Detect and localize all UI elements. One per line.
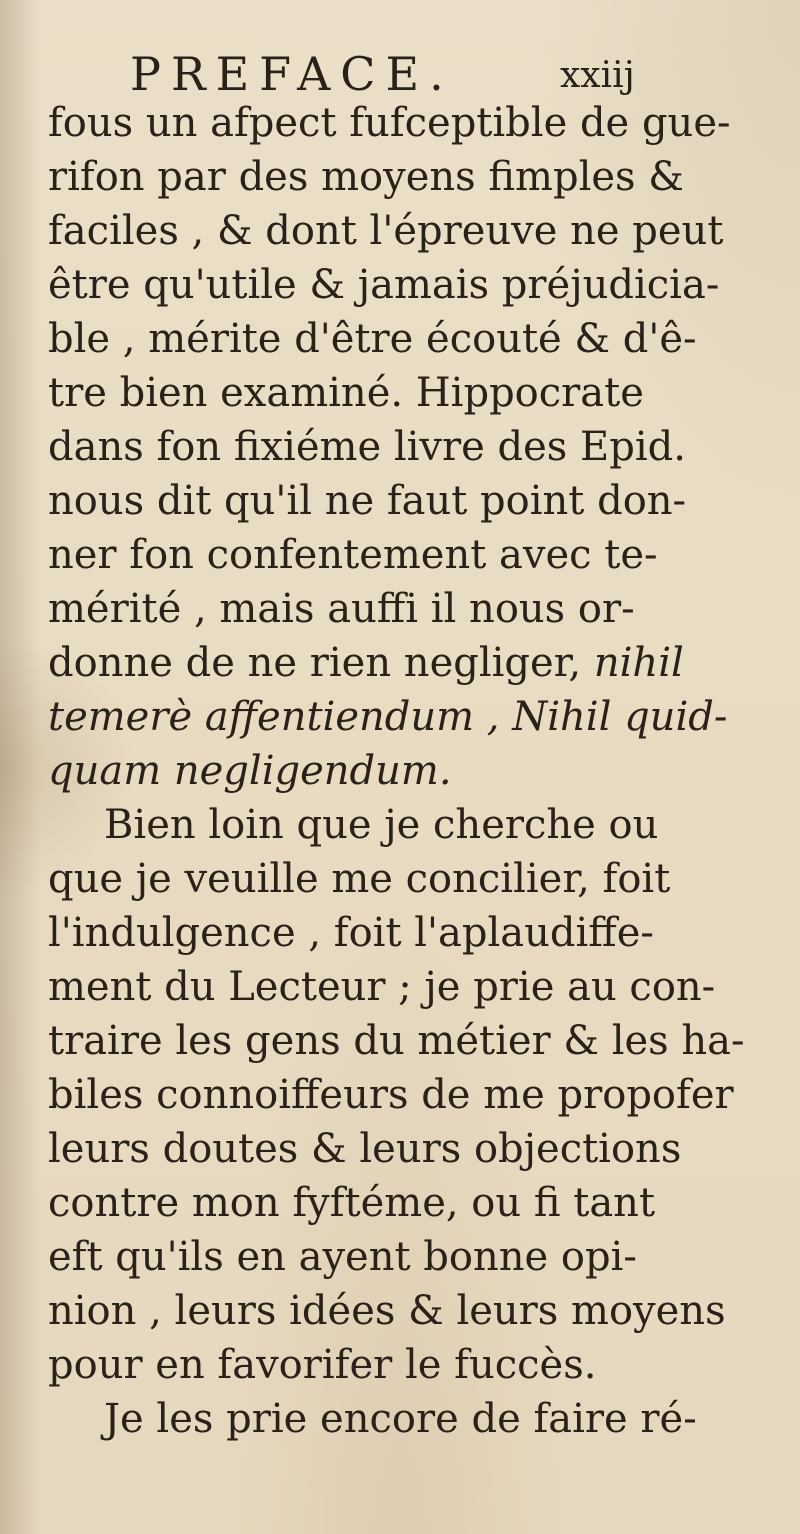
text-line: mérité , mais auffi il nous or-	[48, 586, 635, 632]
text-line: tre bien examiné. Hippocrate	[48, 370, 644, 416]
text-line: traire les gens du métier & les ha-	[48, 1018, 745, 1064]
text-line: leurs doutes & leurs objections	[48, 1126, 682, 1172]
latin-quotation-line: temerè affentiendum , Nihil quid-	[48, 694, 728, 740]
gutter-shadow	[0, 0, 40, 1534]
text-line: pour en favorifer le fuccès.	[48, 1342, 597, 1388]
text-line: ner fon confentement avec te-	[48, 532, 658, 578]
text-line: faciles , & dont l'épreuve ne peut	[48, 208, 724, 254]
text-line: biles connoiffeurs de me propofer	[48, 1072, 734, 1118]
text-line: nion , leurs idées & leurs moyens	[48, 1288, 726, 1334]
text-line: être qu'utile & jamais préjudicia-	[48, 262, 720, 308]
text-line: ment du Lecteur ; je prie au con-	[48, 964, 716, 1010]
text-line: nous dit qu'il ne faut point don-	[48, 478, 687, 524]
text-line: fous un afpect fufceptible de gue-	[48, 100, 731, 146]
text-line: l'indulgence , foit l'aplaudiffe-	[48, 910, 654, 956]
text-line	[48, 638, 768, 688]
page-number: xxiij	[560, 55, 635, 96]
text-line: que je veuille me concilier, foit	[48, 856, 671, 902]
text-line: rifon par des moyens fimples &	[48, 154, 684, 200]
text-line: eft qu'ils en ayent bonne opi-	[48, 1234, 637, 1280]
latin-quotation: nihil	[593, 640, 684, 686]
text-line: dans fon fixiéme livre des Epid.	[48, 424, 686, 470]
text-line: contre mon fyftéme, ou fi tant	[48, 1180, 656, 1226]
text-line-roman: donne de ne rien negliger,	[48, 640, 582, 686]
running-head: PREFACE.	[130, 47, 454, 101]
paragraph-first-line: Bien loin que je cherche ou	[104, 802, 659, 848]
latin-quotation-line: quam negligendum.	[48, 748, 452, 794]
paragraph-first-line: Je les prie encore de faire ré-	[104, 1396, 697, 1442]
text-line: ble , mérite d'être écouté & d'ê-	[48, 316, 697, 362]
page-header	[130, 44, 650, 104]
